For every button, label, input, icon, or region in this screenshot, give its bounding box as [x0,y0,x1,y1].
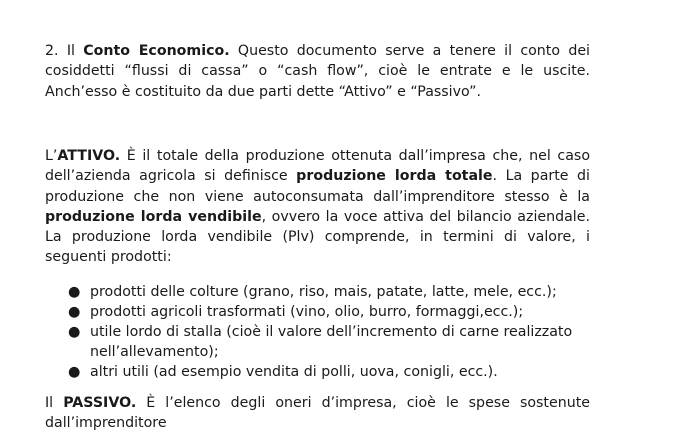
list-item-text: utile lordo di stalla (cioè il valore dell’incremento di carne realizzato nell’allevamento); [90,324,573,360]
attivo-heading: ATTIVO. [57,148,121,164]
list-item [45,362,590,382]
bullet-icon: ● [68,324,81,340]
products-list [45,282,590,382]
bullet-icon: ● [68,304,81,320]
paragraph-prefix: 2. Il [45,43,84,59]
passivo-heading: PASSIVO. [63,395,137,411]
paragraph-text: È il totale della produzione ottenuta dall’impresa che, nel caso dell’azienda agricola si definisce [45,148,590,185]
conto-economico-paragraph [45,41,590,102]
bullet-icon: ● [68,364,81,380]
list-item-text: prodotti delle colture (grano, riso, mais, patate, latte, mele, ecc.); [90,284,557,300]
conto-economico-heading: Conto Economico. [83,43,230,59]
list-item [45,302,590,322]
bullet-icon: ● [68,284,81,300]
list-item [45,322,590,362]
paragraph-text: Questo documento serve a tenere il conto dei cosiddetti “flussi di cassa” o “cash flow”, cioè le entrate e le uscite. Anch’esso è costituito da due parti dette “Attivo” e “Passivo”. [45,43,590,100]
list-item [45,282,590,302]
paragraph-prefix: Il [45,395,64,411]
list-item-text: prodotti agricoli trasformati (vino, olio, burro, formaggi,ecc.); [90,304,524,320]
attivo-paragraph [45,146,590,268]
produzione-lorda-totale-term: produzione lorda totale [296,168,493,185]
paragraph-text: . La parte di produzione che non viene autoconsumata dall’imprenditore stesso è la [45,168,590,205]
passivo-paragraph [45,393,590,434]
produzione-lorda-vendibile-term: produzione lorda vendibile [45,208,262,225]
paragraph-prefix: L’ [45,148,58,164]
paragraph-text: È l’elenco degli oneri d’impresa, cioè le spese sostenute dall’imprenditore [45,395,590,432]
paragraph-text: , ovvero la voce attiva del bilancio aziendale. La produzione lorda vendibile (Plv) comprende, in termini di valore, i seguenti prodotti: [45,208,590,266]
list-item-text: altri utili (ad esempio vendita di polli, uova, conigli, ecc.). [90,364,498,380]
